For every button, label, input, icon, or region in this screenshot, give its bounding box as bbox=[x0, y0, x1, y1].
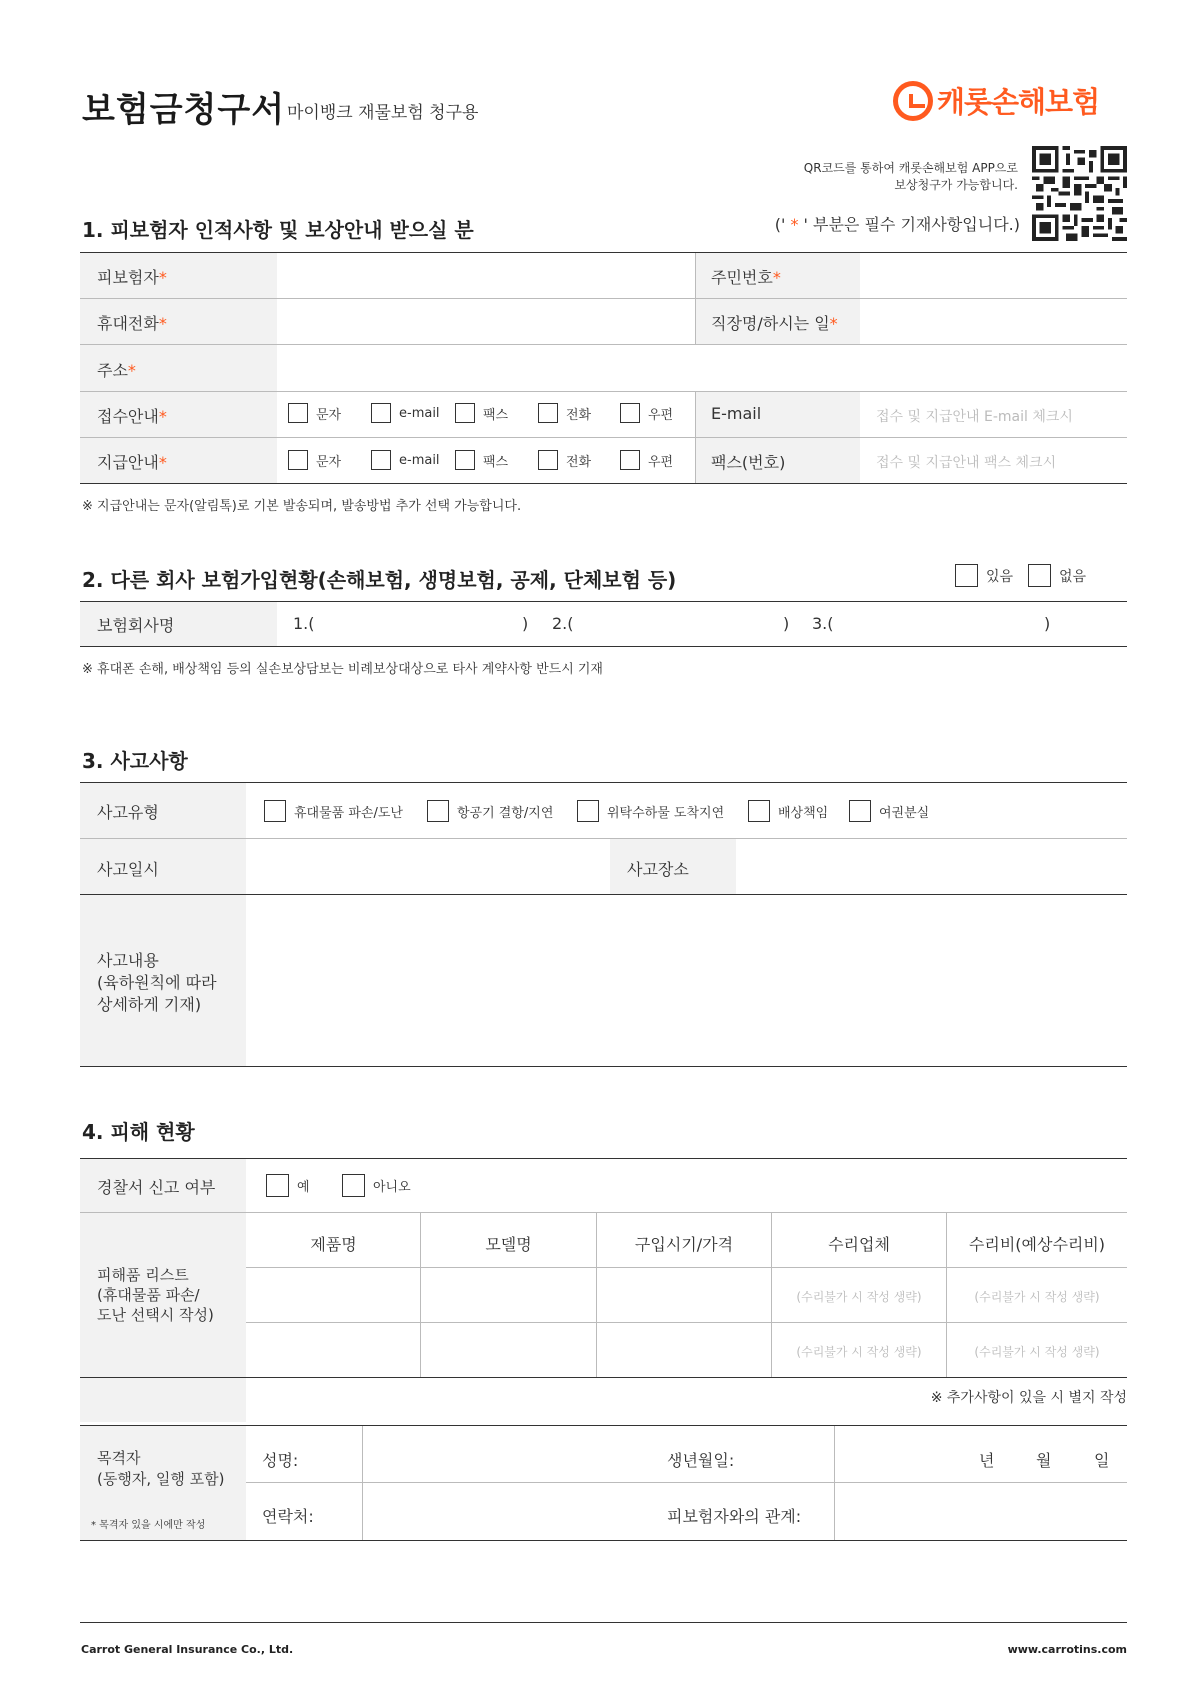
type-portable-damage[interactable]: 휴대물품 파손/도난 bbox=[264, 800, 403, 822]
checkbox[interactable] bbox=[577, 800, 599, 822]
section2-title: 2. 다른 회사 보험가입현황(손해보험, 생명보험, 공제, 단체보험 등) bbox=[82, 568, 677, 592]
insured-input[interactable] bbox=[279, 254, 693, 297]
payment-option-email[interactable]: e-mail bbox=[371, 450, 440, 470]
checkbox[interactable] bbox=[748, 800, 770, 822]
mobile-label: 휴대전화* bbox=[97, 314, 167, 333]
email-input[interactable]: 접수 및 지급안내 E-mail 체크시 bbox=[876, 409, 1073, 425]
checkbox[interactable] bbox=[455, 403, 475, 423]
accident-place-label: 사고장소 bbox=[627, 860, 689, 879]
insured-label: 피보험자* bbox=[97, 268, 167, 287]
address-input[interactable] bbox=[279, 346, 1127, 390]
page-subtitle: 마이뱅크 재물보험 청구용 bbox=[287, 103, 479, 123]
receipt-option-phone[interactable]: 전화 bbox=[538, 403, 591, 423]
company-3-open: 3.( bbox=[812, 614, 834, 633]
other-insurance-no[interactable]: 없음 bbox=[1028, 564, 1086, 587]
checkbox[interactable] bbox=[427, 800, 449, 822]
checkbox[interactable] bbox=[955, 564, 978, 587]
checkbox[interactable] bbox=[371, 450, 391, 470]
carrot-logo-icon bbox=[893, 81, 933, 121]
col-repair-cost: 수리비(예상수리비) bbox=[968, 1235, 1106, 1254]
police-no[interactable]: 아니오 bbox=[342, 1174, 411, 1197]
receipt-option-fax[interactable]: 팩스 bbox=[455, 403, 508, 423]
footer-url[interactable]: www.carrotins.com bbox=[1007, 1643, 1127, 1656]
company-name-label: 보험회사명 bbox=[97, 616, 175, 635]
job-input[interactable] bbox=[861, 300, 1127, 343]
police-yes[interactable]: 예 bbox=[266, 1174, 310, 1197]
receipt-label: 접수안내* bbox=[97, 407, 167, 426]
repair-shop-input-2[interactable]: (수리불가 시 작성 생략) bbox=[796, 1345, 922, 1359]
col-product: 제품명 bbox=[310, 1235, 357, 1254]
company-3-close: ) bbox=[1044, 614, 1051, 633]
receipt-option-mail[interactable]: 우편 bbox=[620, 403, 673, 423]
checkbox[interactable] bbox=[288, 403, 308, 423]
company-1-input[interactable] bbox=[318, 604, 518, 644]
col-purchase: 구입시기/가격 bbox=[634, 1235, 734, 1254]
company-2-input[interactable] bbox=[578, 604, 778, 644]
col-repair-shop: 수리업체 bbox=[828, 1235, 890, 1254]
checkbox[interactable] bbox=[1028, 564, 1051, 587]
col-model: 모델명 bbox=[485, 1235, 532, 1254]
company-2-open: 2.( bbox=[552, 614, 574, 633]
accident-datetime-label: 사고일시 bbox=[97, 860, 159, 879]
type-baggage-delay[interactable]: 위탁수하물 도착지연 bbox=[577, 800, 724, 822]
qr-code-icon[interactable] bbox=[1032, 146, 1127, 241]
witness-relation-label: 피보험자와의 관계: bbox=[667, 1507, 802, 1526]
qr-guide-text: QR코드를 통하여 캐롯손해보험 APP으로 보상청구가 가능합니다. bbox=[803, 161, 1018, 192]
receipt-option-sms[interactable]: 문자 bbox=[288, 403, 341, 423]
resident-no-label: 주민번호* bbox=[711, 268, 781, 287]
witness-note: * 목격자 있을 시에만 작성 bbox=[91, 1520, 206, 1531]
witness-birth-label: 생년월일: bbox=[667, 1451, 735, 1470]
repair-cost-input-1[interactable]: (수리불가 시 작성 생략) bbox=[974, 1290, 1100, 1304]
checkbox[interactable] bbox=[371, 403, 391, 423]
fax-input[interactable]: 접수 및 지급안내 팩스 체크시 bbox=[876, 455, 1057, 471]
company-logo bbox=[893, 80, 1099, 121]
payment-option-fax[interactable]: 팩스 bbox=[455, 450, 508, 470]
resident-no-input[interactable] bbox=[861, 254, 1127, 297]
company-2-close: ) bbox=[783, 614, 790, 633]
accident-content-input[interactable] bbox=[248, 896, 1127, 1064]
checkbox[interactable] bbox=[538, 450, 558, 470]
birth-year-unit: 년 bbox=[979, 1451, 995, 1470]
checkbox[interactable] bbox=[266, 1174, 289, 1197]
receipt-option-email[interactable]: e-mail bbox=[371, 403, 440, 423]
type-passport-loss[interactable]: 여권분실 bbox=[849, 800, 929, 822]
birth-day-unit: 일 bbox=[1094, 1451, 1110, 1470]
witness-contact-input[interactable] bbox=[364, 1484, 649, 1539]
company-1-close: ) bbox=[522, 614, 529, 633]
required-note: (' * ' 부분은 필수 기재사항입니다.) bbox=[774, 215, 1020, 234]
section2-note: ※ 휴대폰 손해, 배상책임 등의 실손보상담보는 비례보상대상으로 타사 계약사항 반드시 기재 bbox=[82, 662, 603, 677]
accident-place-input[interactable] bbox=[738, 840, 1127, 893]
email-label: E-mail bbox=[711, 404, 762, 423]
type-liability[interactable]: 배상책임 bbox=[748, 800, 828, 822]
witness-label: 목격자 (동행자, 일행 포함) bbox=[97, 1449, 225, 1488]
other-insurance-yes[interactable]: 있음 bbox=[955, 564, 1013, 587]
witness-name-label: 성명: bbox=[262, 1451, 299, 1470]
section3-label-col bbox=[80, 783, 246, 1066]
section1-title: 1. 피보험자 인적사항 및 보상안내 받으실 분 bbox=[82, 218, 474, 242]
repair-cost-input-2[interactable]: (수리불가 시 작성 생략) bbox=[974, 1345, 1100, 1359]
repair-shop-input-1[interactable]: (수리불가 시 작성 생략) bbox=[796, 1290, 922, 1304]
type-flight-delay[interactable]: 항공기 결항/지연 bbox=[427, 800, 553, 822]
payment-label: 지급안내* bbox=[97, 453, 167, 472]
accident-content-label: 사고내용 (육하원칙에 따라 상세하게 기재) bbox=[97, 951, 217, 1014]
payment-option-mail[interactable]: 우편 bbox=[620, 450, 673, 470]
address-label: 주소* bbox=[97, 361, 136, 380]
police-report-label: 경찰서 신고 여부 bbox=[97, 1178, 216, 1197]
checkbox[interactable] bbox=[342, 1174, 365, 1197]
witness-relation-input[interactable] bbox=[836, 1484, 1127, 1539]
checkbox[interactable] bbox=[455, 450, 475, 470]
fax-label: 팩스(번호) bbox=[711, 453, 786, 472]
company-3-input[interactable] bbox=[838, 604, 1038, 644]
accident-datetime-input[interactable] bbox=[248, 840, 608, 893]
footer-company: Carrot General Insurance Co., Ltd. bbox=[81, 1643, 294, 1656]
witness-contact-label: 연락처: bbox=[262, 1507, 314, 1526]
birth-month-unit: 월 bbox=[1036, 1451, 1052, 1470]
witness-name-input[interactable] bbox=[364, 1427, 649, 1481]
payment-option-phone[interactable]: 전화 bbox=[538, 450, 591, 470]
checkbox[interactable] bbox=[288, 450, 308, 470]
logo-text: 캐롯손해보험 bbox=[937, 85, 1100, 119]
accident-type-label: 사고유형 bbox=[97, 803, 159, 822]
checkbox[interactable] bbox=[264, 800, 286, 822]
damage-list-label: 피해품 리스트 (휴대물품 파손/ 도난 선택시 작성) bbox=[97, 1266, 214, 1324]
extra-note: ※ 추가사항이 있을 시 별지 작성 bbox=[930, 1390, 1127, 1406]
job-label: 직장명/하시는 일* bbox=[711, 314, 838, 333]
section3-title: 3. 사고사항 bbox=[82, 749, 188, 773]
payment-option-sms[interactable]: 문자 bbox=[288, 450, 341, 470]
section4-title: 4. 피해 현황 bbox=[82, 1120, 195, 1144]
page-title: 보험금청구서 bbox=[82, 90, 286, 130]
checkbox[interactable] bbox=[620, 403, 640, 423]
checkbox[interactable] bbox=[849, 800, 871, 822]
mobile-input[interactable] bbox=[279, 300, 693, 343]
checkbox[interactable] bbox=[620, 450, 640, 470]
checkbox[interactable] bbox=[538, 403, 558, 423]
section1-note: ※ 지급안내는 문자(알림톡)로 기본 발송되며, 발송방법 추가 선택 가능합니다. bbox=[82, 499, 522, 514]
company-1-open: 1.( bbox=[293, 614, 315, 633]
